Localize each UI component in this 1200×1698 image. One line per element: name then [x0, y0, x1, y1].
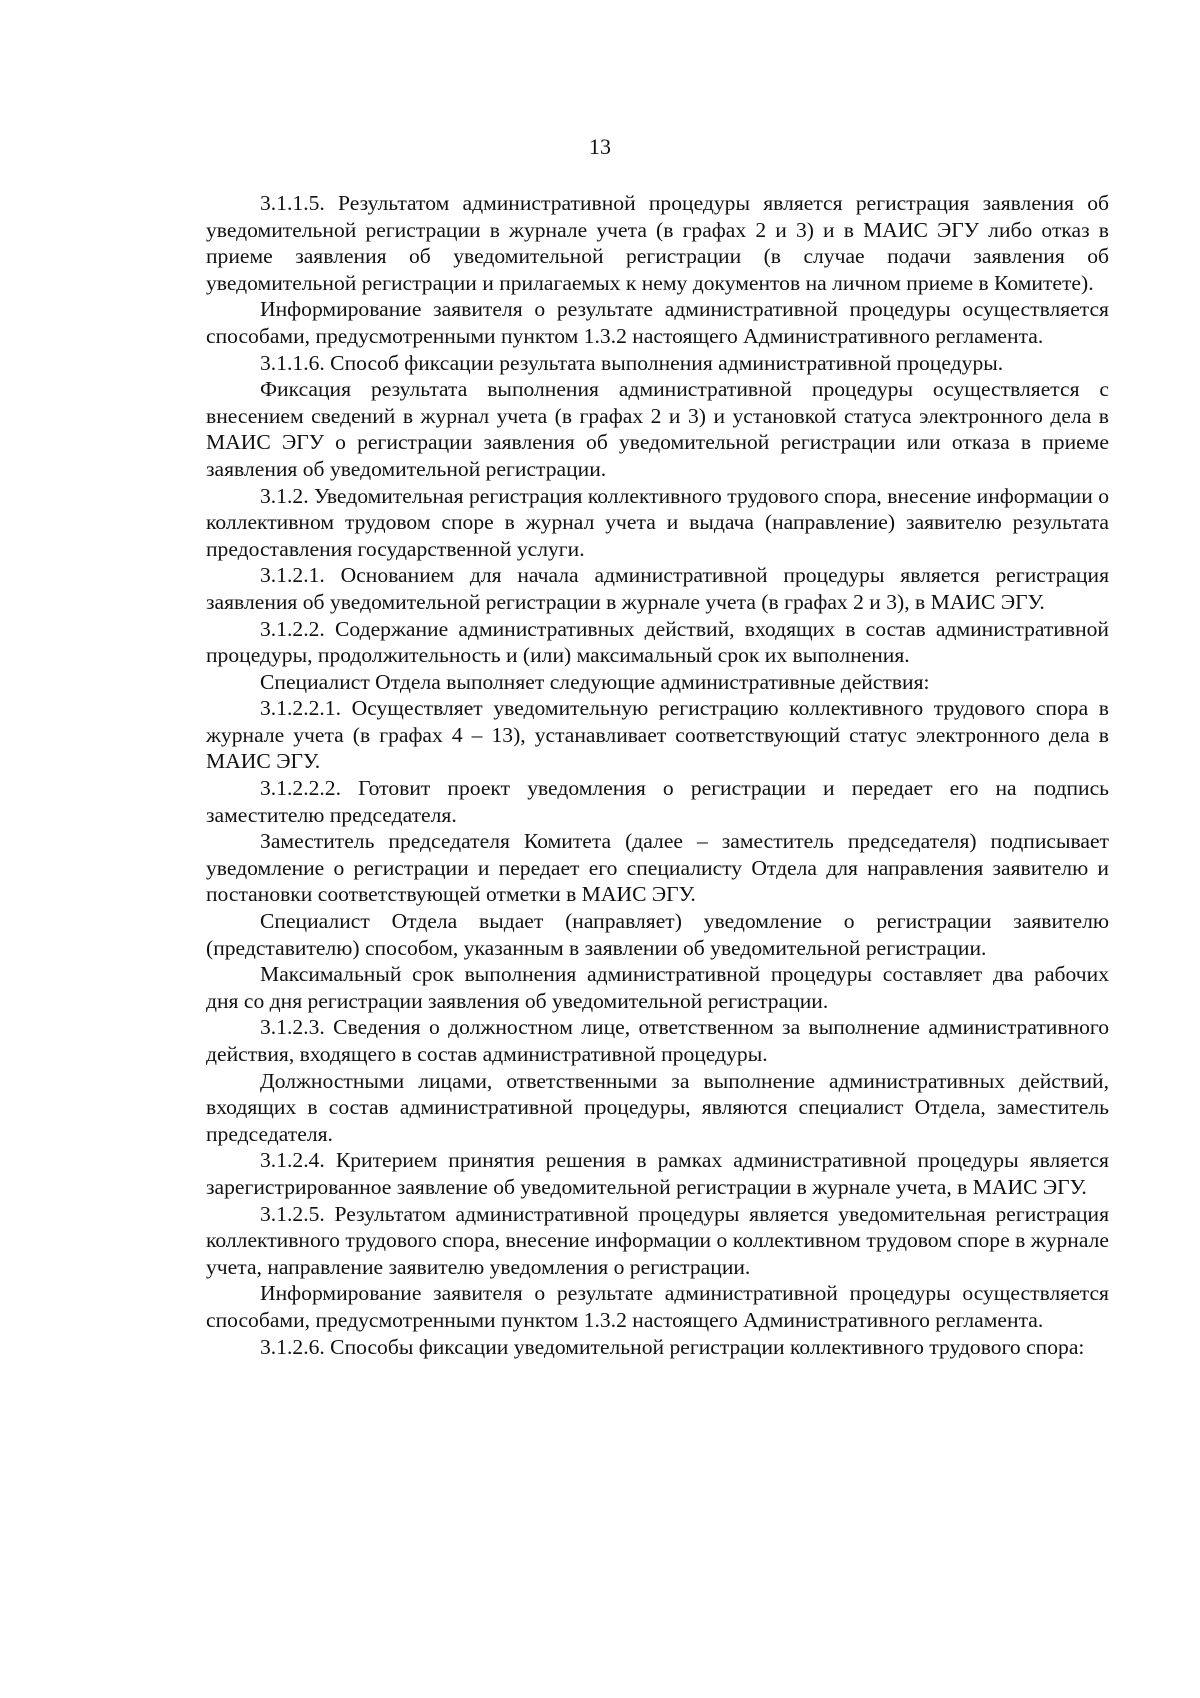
- paragraph-officials: Должностными лицами, ответственными за выполнение административных действий, входящих в состав административной процедуры, являются специалист Отдела, заместитель председателя.: [206, 1068, 1109, 1146]
- paragraph-3-1-2-2: 3.1.2.2. Содержание административных действий, входящих в состав административной процедуры, продолжительность и (или) максимальный срок их выполнения.: [206, 616, 1109, 668]
- paragraph-3-1-2-2-1: 3.1.2.2.1. Осуществляет уведомительную регистрацию коллективного трудового спора в журнале учета (в графах 4 – 13), устанавливает соответствующий статус электронного дела в МАИС ЭГУ.: [206, 696, 1109, 774]
- paragraph-3-1-2-6: 3.1.2.6. Способы фиксации уведомительной регистрации коллективного трудового спора:: [260, 1334, 1085, 1359]
- paragraph-specialist-actions: Специалист Отдела выполняет следующие административные действия:: [260, 669, 930, 694]
- paragraph-fixation: Фиксация результата выполнения административной процедуры осуществляется с внесением сведений в журнал учета (в графах 2 и 3) и установкой статуса электронного дела в МАИС ЭГУ о регистрации заявления об уведомительной регистрации или отказа в приеме заявления об уведомительной регистрации.: [206, 377, 1109, 481]
- paragraph-3-1-2-2-2: 3.1.2.2.2. Готовит проект уведомления о регистрации и передает его на подпись заместителю председателя.: [206, 776, 1109, 827]
- paragraph-deputy-signs: Заместитель председателя Комитета (далее – заместитель председателя) подписывает уведомление о регистрации и передает его специалисту Отдела для направления заявителю и постановки соответствующей отметки в МАИС ЭГУ.: [206, 829, 1109, 907]
- paragraph-specialist-issues: Специалист Отдела выдает (направляет) уведомление о регистрации заявителю (представителю) способом, указанным в заявлении об уведомительной регистрации.: [206, 909, 1109, 960]
- paragraph-max-term: Максимальный срок выполнения административной процедуры составляет два рабочих дня со дня регистрации заявления об уведомительной регистрации.: [206, 962, 1109, 1013]
- document-body: [206, 190, 1109, 1360]
- page-number: 13: [589, 134, 611, 159]
- paragraph-informing-2: Информирование заявителя о результате административной процедуры осуществляется способами, предусмотренными пунктом 1.3.2 настоящего Административного регламента.: [206, 1281, 1109, 1332]
- paragraph-3-1-2-1: 3.1.2.1. Основанием для начала административной процедуры является регистрация заявления об уведомительной регистрации в журнале учета (в графах 2 и 3), в МАИС ЭГУ.: [206, 563, 1109, 614]
- paragraph-3-1-2-3: 3.1.2.3. Сведения о должностном лице, ответственном за выполнение административного действия, входящего в состав административной процедуры.: [206, 1015, 1109, 1066]
- paragraph-3-1-1-6: 3.1.1.6. Способ фиксации результата выполнения административной процедуры.: [260, 350, 1004, 375]
- paragraph-3-1-2-4: 3.1.2.4. Критерием принятия решения в рамках административной процедуры является зарегистрированное заявление об уведомительной регистрации в журнале учета, в МАИС ЭГУ.: [206, 1148, 1109, 1199]
- paragraph-3-1-2-5: 3.1.2.5. Результатом административной процедуры является уведомительная регистрация коллективного трудового спора, внесение информации о коллективном трудовом споре в журнале учета, направление заявителю уведомления о регистрации.: [206, 1201, 1109, 1279]
- paragraph-3-1-2: 3.1.2. Уведомительная регистрация коллективного трудового спора, внесение информации о коллективном трудовом споре в журнал учета и выдача (направление) заявителю результата предоставления государственной услуги.: [206, 483, 1109, 561]
- paragraph-informing-1: Информирование заявителя о результате административной процедуры осуществляется способами, предусмотренными пунктом 1.3.2 настоящего Административного регламента.: [206, 297, 1109, 348]
- paragraph-3-1-1-5: 3.1.1.5. Результатом административной процедуры является регистрация заявления об уведомительной регистрации в журнале учета (в графах 2 и 3) и в МАИС ЭГУ либо отказ в приеме заявления об уведомительной регистрации (в случае подачи заявления об уведомительной регистрации и прилагаемых к нему документов на личном приеме в Комитете).: [206, 191, 1109, 295]
